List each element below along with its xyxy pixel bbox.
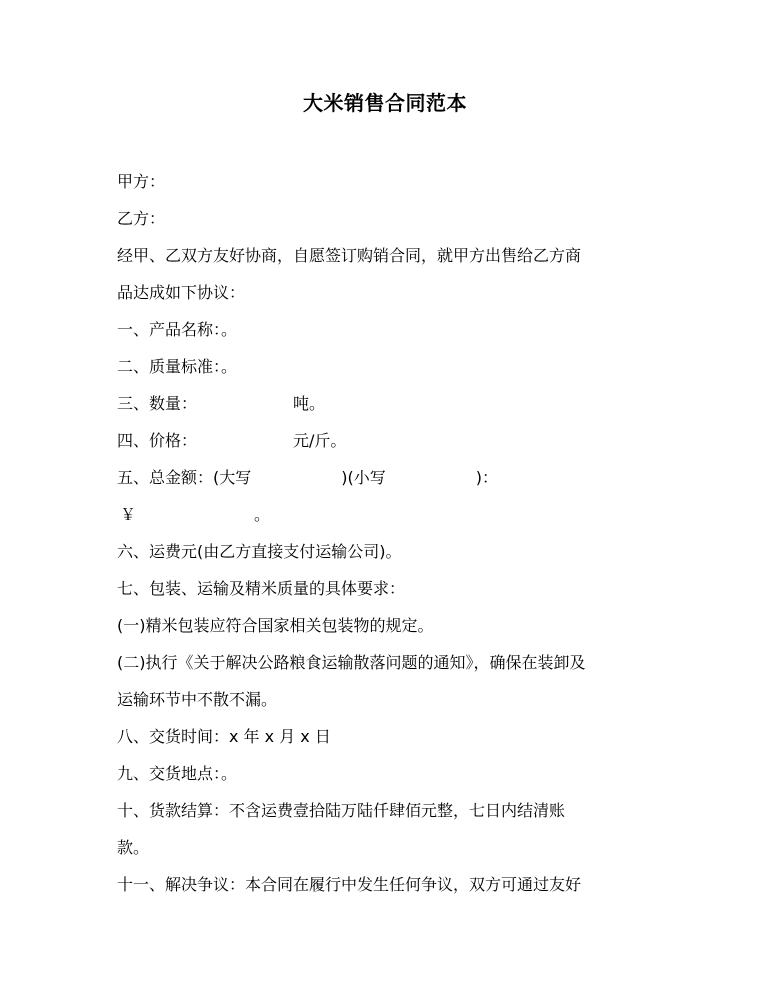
intro-line-2: 品达成如下协议： — [117, 283, 246, 302]
clause-packaging-b-line-1: (二)执行《关于解决公路粮食运输散落问题的通知》，确保在装卸及 — [117, 653, 586, 672]
clause-payment-line-1: 十、货款结算：不含运费壹拾陆万陆仟肆佰元整，七日内结清账 — [117, 801, 566, 820]
document-title: 大米销售合同范本 — [303, 91, 467, 115]
clause-packaging-b-line-2: 运输环节中不散不漏。 — [117, 690, 278, 709]
clause-total-yen — [117, 496, 657, 533]
party-a-line: 甲方： — [117, 172, 166, 191]
document-body — [117, 163, 657, 903]
total-amount-label: 五、总金额：(大写 — [117, 468, 252, 487]
clause-payment-line-2: 款。 — [117, 838, 150, 857]
quantity-label: 三、数量： — [117, 394, 198, 413]
clause-price — [117, 422, 657, 459]
clause-total-amount — [117, 459, 657, 496]
clause-delivery-place: 九、交货地点：。 — [117, 764, 238, 783]
quantity-unit: 吨。 — [293, 394, 326, 413]
clause-quality-standard: 二、质量标准：。 — [117, 357, 238, 376]
clause-packaging-a: (一)精米包装应符合国家相关包装物的规定。 — [117, 616, 434, 635]
yen-period: 。 — [254, 505, 271, 524]
total-amount-end: )： — [475, 468, 498, 487]
clause-freight: 六、运费元(由乙方直接支付运输公司)。 — [117, 542, 402, 561]
party-b-line: 乙方： — [117, 209, 166, 228]
yen-symbol: ￥ — [120, 505, 137, 524]
clause-packaging: 七、包装、运输及精米质量的具体要求： — [117, 579, 406, 598]
clause-quantity — [117, 385, 657, 422]
clause-product-name: 一、产品名称：。 — [117, 320, 238, 339]
intro-line-1: 经甲、乙双方友好协商，自愿签订购销合同，就甲方出售给乙方商 — [117, 246, 582, 265]
price-unit: 元/斤。 — [293, 431, 347, 450]
total-amount-mid: )(小写 — [341, 468, 386, 487]
clause-delivery-time: 八、交货时间：x 年 x 月 x 日 — [117, 727, 331, 746]
price-label: 四、价格： — [117, 431, 198, 450]
clause-dispute: 十一、解决争议：本合同在履行中发生任何争议，双方可通过友好 — [117, 875, 582, 894]
